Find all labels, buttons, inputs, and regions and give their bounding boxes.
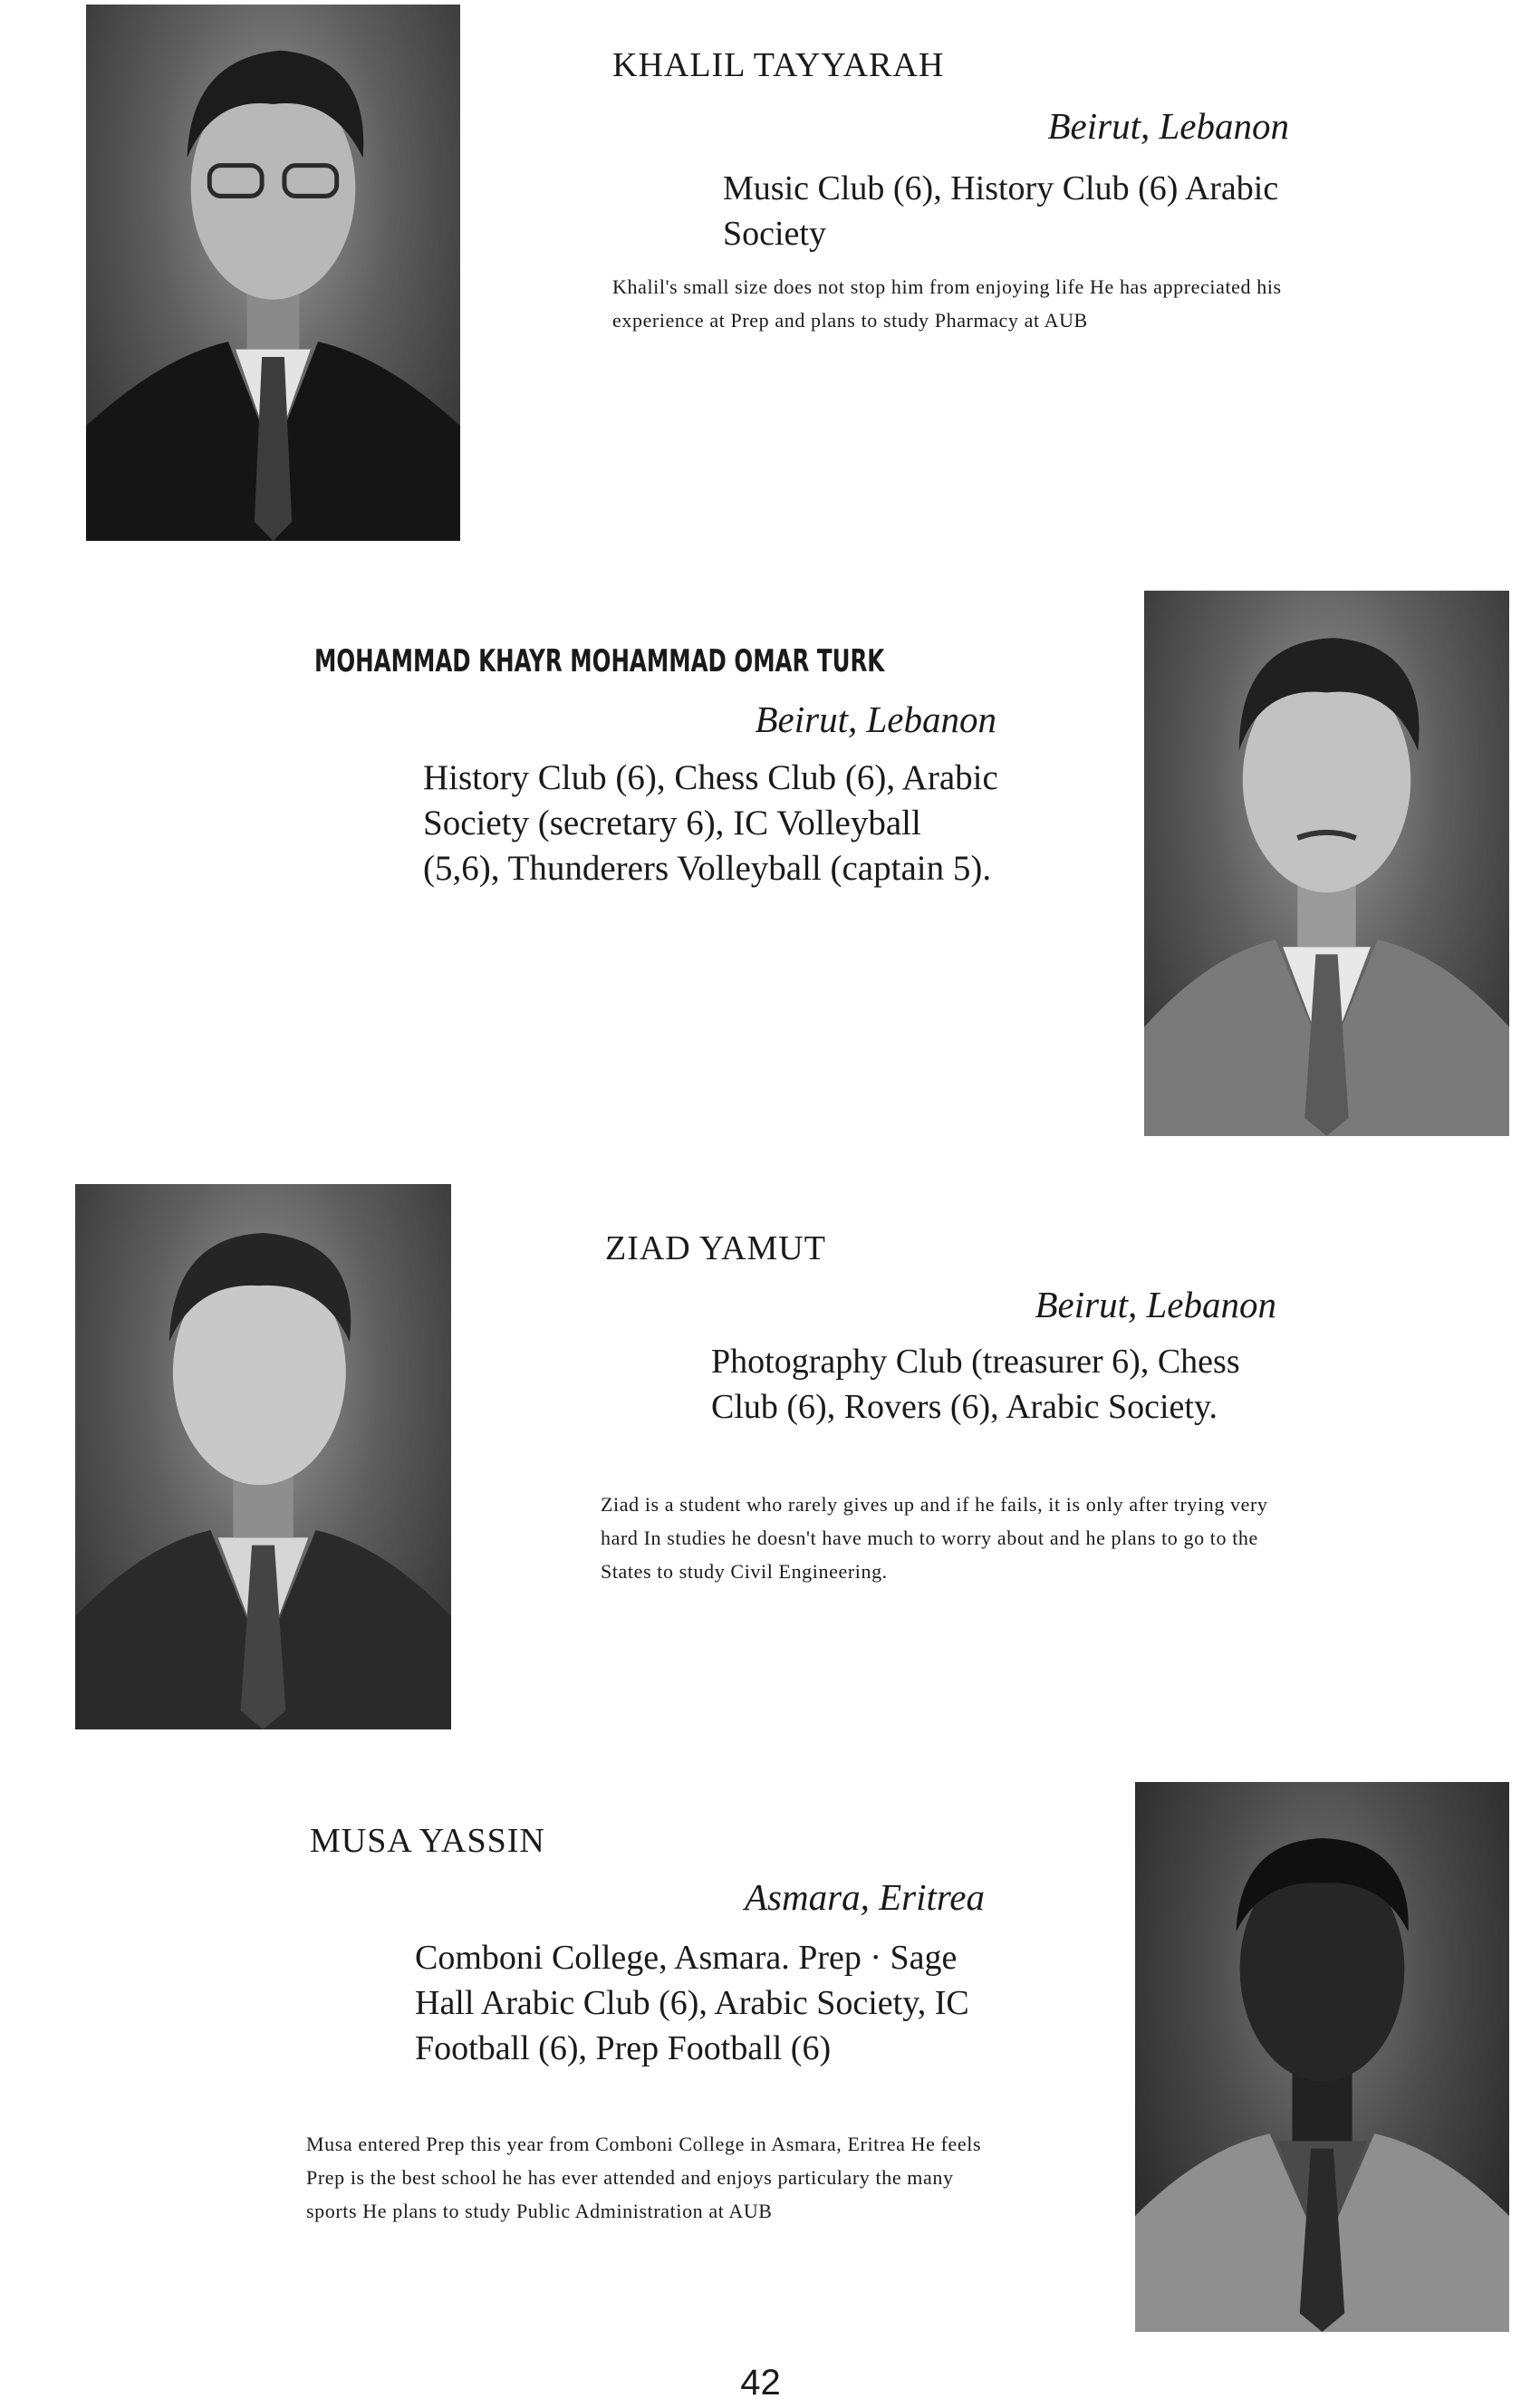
student-bio: Ziad is a student who rarely gives up and if he fails, it is only after trying very hard In studies he doesn't have much to worry about and he plans to go to the States to study Civil Engineering. [601, 1493, 1268, 1583]
student-hometown: Asmara, Eritrea [745, 1876, 985, 1918]
student-activities: Comboni College, Asmara. Prep · Sage Hall Arabic Club (6), Arabic Society, IC Football (6), Prep Football (6) [415, 1939, 969, 2067]
student-hometown: Beirut, Lebanon [755, 698, 996, 740]
student-activities: Photography Club (treasurer 6), Chess Club (6), Rovers (6), Arabic Society. [711, 1343, 1240, 1426]
student-hometown: Beirut, Lebanon [1047, 105, 1289, 147]
student-activities: History Club (6), Chess Club (6), Arabic Society (secretary 6), IC Volleyball (5,6), Thunderers Volleyball (captain 5). [423, 758, 998, 888]
student-name: MUSA YASSIN [310, 1822, 545, 1860]
student-bio: Musa entered Prep this year from Comboni College in Asmara, Eritrea He feels Prep is the best school he has ever attended and enjoys particulary the many sports He plans to study Public Administration at AUB [306, 2133, 982, 2222]
student-name: MOHAMMAD KHAYR MOHAMMAD OMAR TURK [314, 643, 885, 679]
student-bio: Khalil's small size does not stop him from enjoying life He has appreciated his experience at Prep and plans to study Pharmacy at AUB [612, 275, 1282, 332]
student-name: KHALIL TAYYARAH [612, 46, 945, 84]
portrait-photo-musa-yassin [1135, 1782, 1509, 2332]
portrait-photo-ziad-yamut [75, 1184, 451, 1729]
portrait-photo-mohammad-turk [1144, 591, 1509, 1136]
portrait-photo-khalil-tayyarah [86, 5, 460, 541]
page-number: 42 [740, 2363, 781, 2403]
student-activities: Music Club (6), History Club (6) Arabic Society [723, 169, 1279, 253]
student-name: ZIAD YAMUT [605, 1229, 826, 1267]
student-hometown: Beirut, Lebanon [1035, 1284, 1276, 1325]
